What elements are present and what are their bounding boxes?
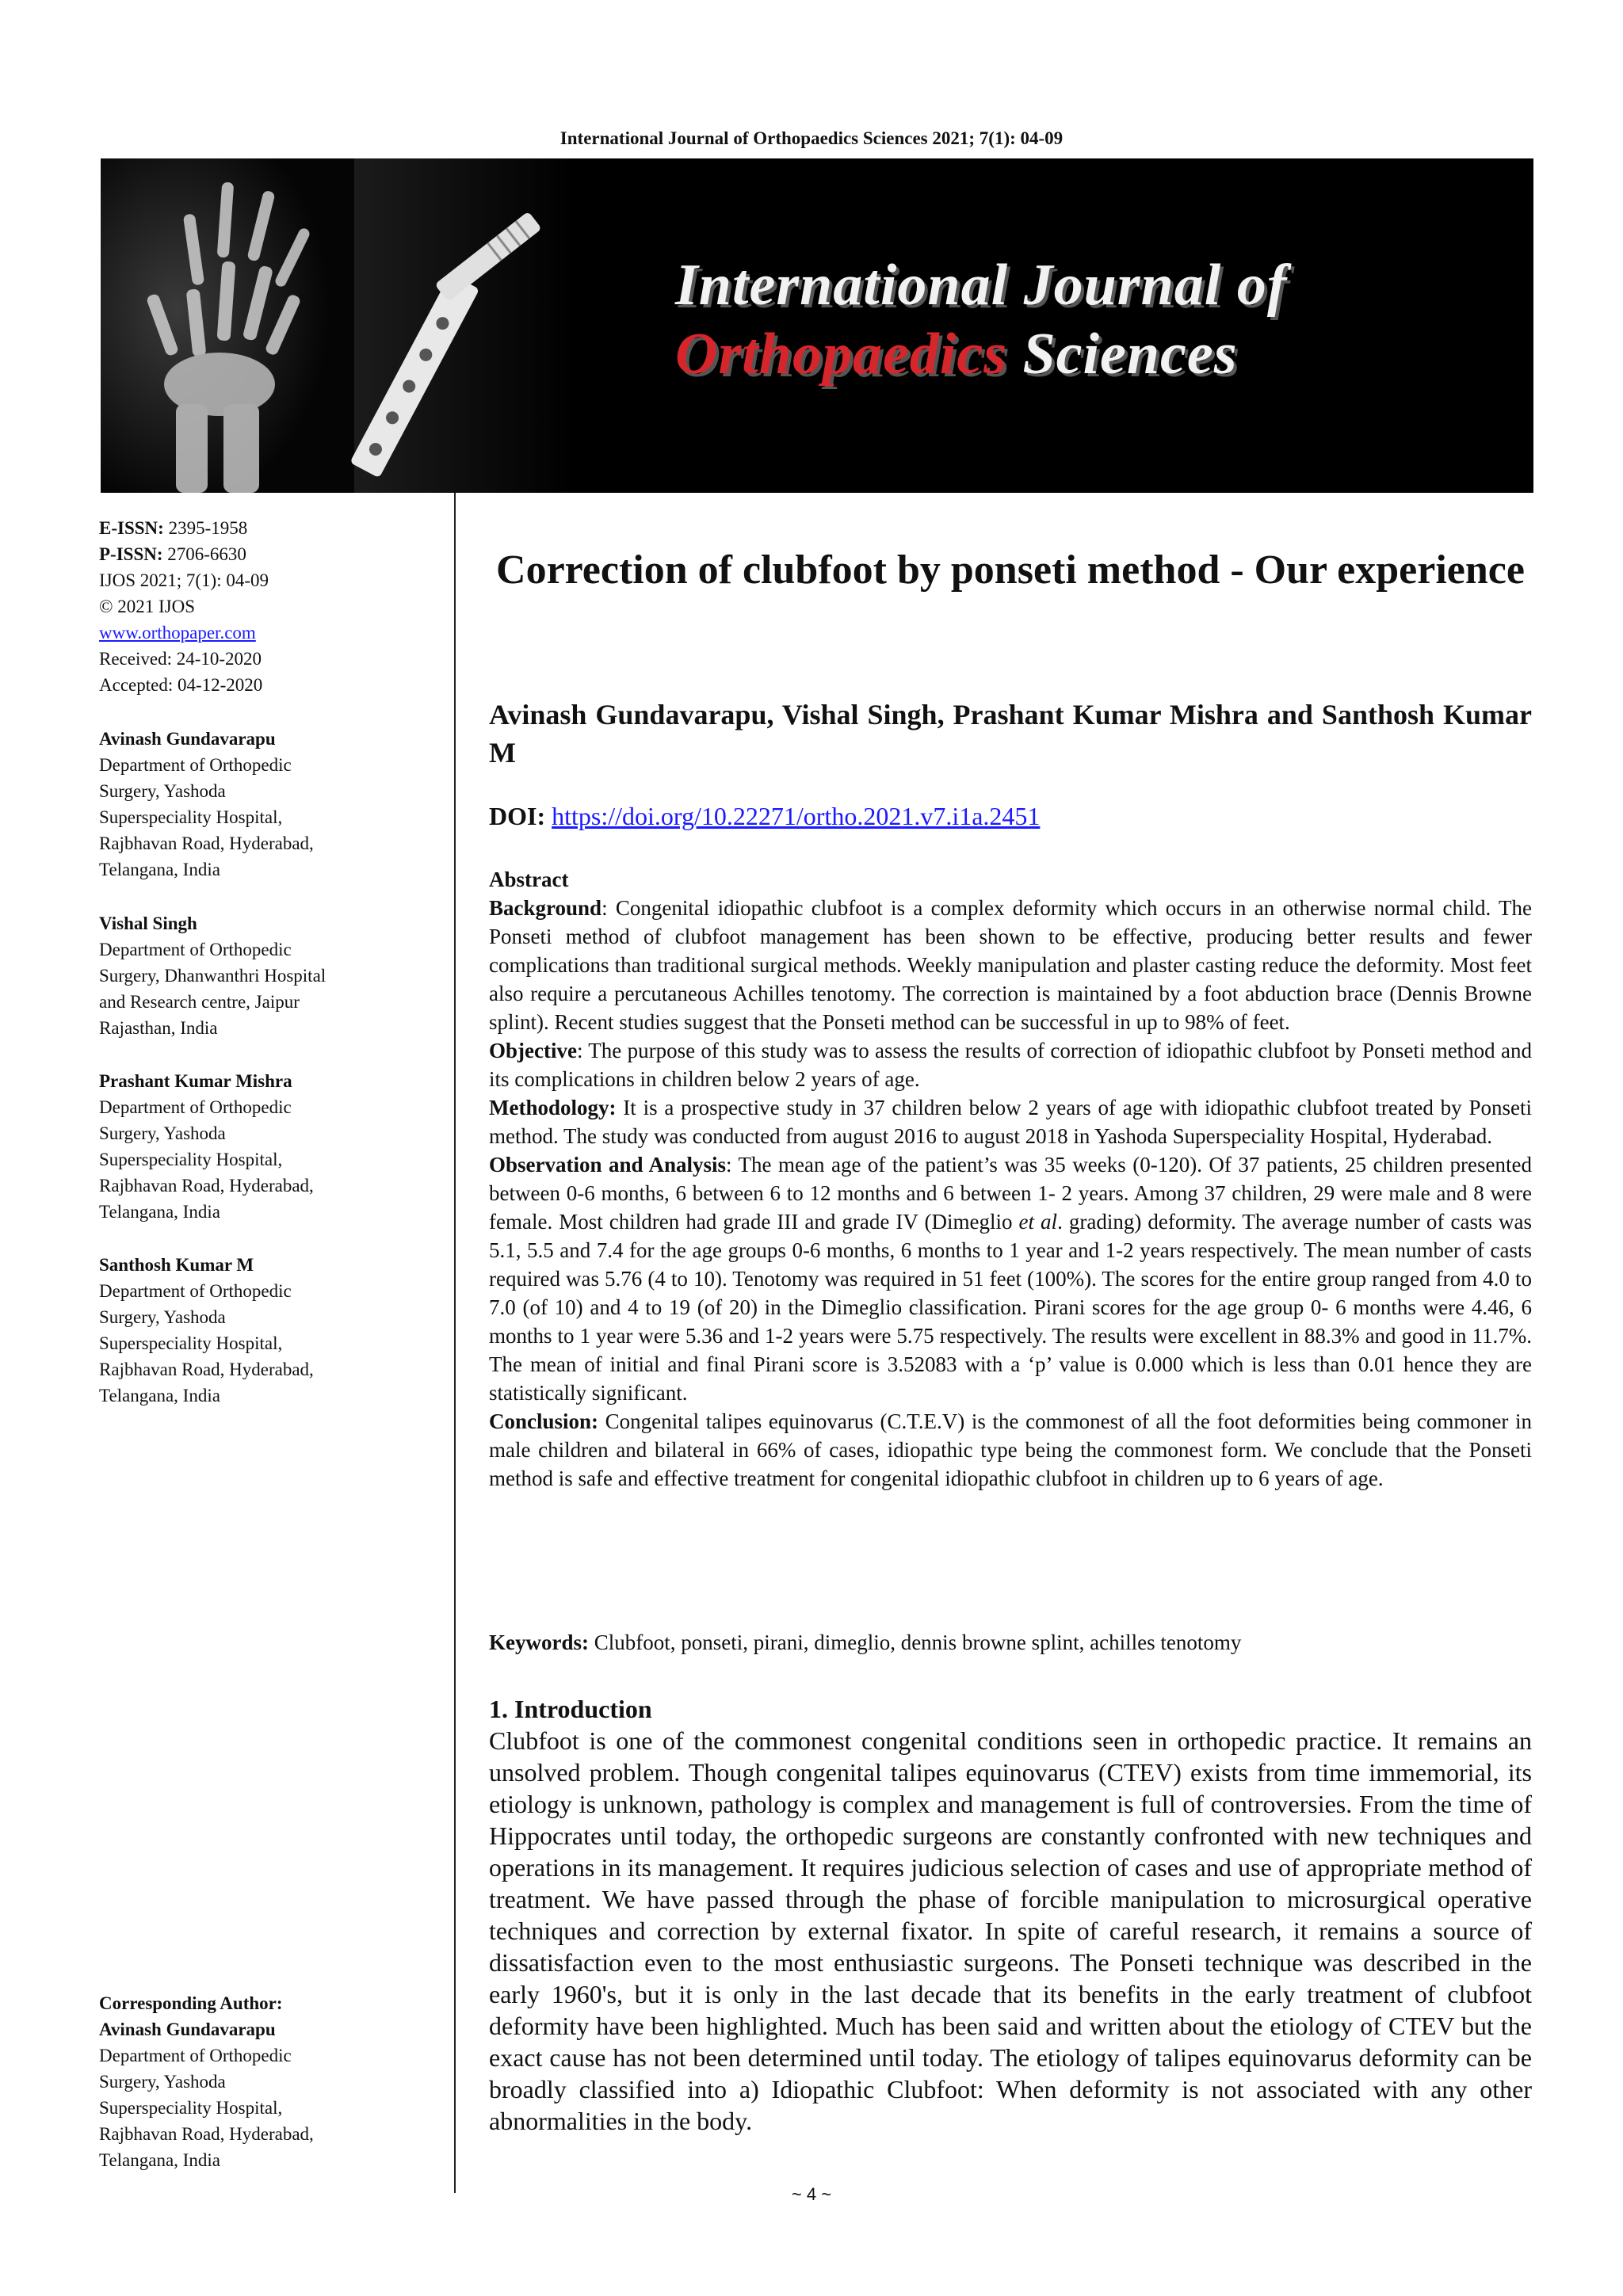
- keywords-text: Clubfoot, ponseti, pirani, dimeglio, dennis browne splint, achilles tenotomy: [588, 1630, 1242, 1654]
- affiliation-name: Prashant Kumar Mishra: [99, 1071, 292, 1091]
- pissn-label: P-ISSN:: [99, 544, 163, 564]
- accepted-date: Accepted: 04-12-2020: [99, 675, 263, 695]
- affiliation-name: Avinash Gundavarapu: [99, 729, 276, 749]
- eissn-value: 2395-1958: [163, 518, 248, 538]
- section-text: : The purpose of this study was to assess the results of correction of idiopathic clubfoot by Ponseti method and its complications in children below 2 years of age.: [489, 1039, 1532, 1091]
- corresponding-author: [99, 1990, 448, 2173]
- affiliation-line: Rajbhavan Road, Hyderabad,: [99, 1176, 314, 1196]
- affiliation-line: Telangana, India: [99, 2150, 220, 2170]
- copyright: © 2021 IJOS: [99, 597, 195, 616]
- doi: [489, 802, 1040, 831]
- affiliation-line: Surgery, Yashoda: [99, 1307, 226, 1327]
- column-divider: [454, 493, 456, 2193]
- affiliation-1: [99, 726, 448, 883]
- section-text: : Congenital idiopathic clubfoot is a complex deformity which occurs in an otherwise normal child. The Ponseti method of clubfoot management has been shown to be effective, producing better results and fewer complications than traditional surgical methods. Weekly manipulation and plaster casting reduce the deformity. Most feet also require a percutaneous Achilles tenotomy. The correction is maintained by a foot abduction brace (Dennis Browne splint). Recent studies suggest that the Ponseti method can be successful in up to 98% of feet.: [489, 896, 1532, 1034]
- paper-title: Correction of clubfoot by ponseti method - Our experience: [496, 547, 1525, 593]
- received-date: Received: 24-10-2020: [99, 649, 262, 669]
- affiliation-line: Surgery, Yashoda: [99, 1123, 226, 1143]
- affiliation-line: Superspeciality Hospital,: [99, 807, 283, 827]
- page-number: ~ 4 ~: [791, 2184, 832, 2204]
- affiliation-line: Surgery, Dhanwanthri Hospital: [99, 966, 327, 986]
- banner-title-white: Sciences: [1007, 322, 1238, 387]
- affiliation-line: Telangana, India: [99, 860, 220, 879]
- affiliation-line: Department of Orthopedic: [99, 2046, 292, 2065]
- affiliation-line: Superspeciality Hospital,: [99, 1333, 283, 1353]
- affiliation-line: Department of Orthopedic: [99, 755, 292, 775]
- section-label: Objective: [489, 1039, 577, 1062]
- running-header: International Journal of Orthopaedics Sciences 2021; 7(1): 04-09: [559, 128, 1064, 148]
- abstract-observation: [489, 1150, 1532, 1407]
- abstract: [489, 865, 1532, 1493]
- affiliation-3: [99, 1068, 448, 1225]
- banner-title-line1: International Journal of: [675, 253, 1288, 318]
- affiliation-line: Rajbhavan Road, Hyderabad,: [99, 2124, 314, 2144]
- affiliation-name: Vishal Singh: [99, 913, 197, 933]
- affiliation-line: Department of Orthopedic: [99, 940, 292, 959]
- pissn: [99, 541, 448, 567]
- doi-label: DOI:: [489, 802, 546, 830]
- section-label: Observation and Analysis: [489, 1153, 727, 1177]
- affiliation-2: [99, 910, 448, 1041]
- journal-info: [99, 515, 448, 698]
- pissn-value: 2706-6630: [162, 544, 246, 564]
- abstract-conclusion: [489, 1407, 1532, 1493]
- keywords-label: Keywords:: [489, 1630, 589, 1654]
- intro-text: Clubfoot is one of the commonest congenital conditions seen in orthopedic practice. It remains an unsolved problem. Though congenital talipes equinovarus (CTEV) exists from time immemorial, its etiology is unknown, pathology is complex and management is full of controversies. From the time of Hippocrates until today, the orthopedic surgeons are constantly confronted with new techniques and operations in its management. It requires judicious selection of cases and use of appropriate method of treatment. We have passed through the phase of forcible manipulation to microsurgical operative techniques and correction by external fixator. In spite of careful research, it remains a source of dissatisfaction even to the most enthusiastic surgeons. The Ponseti technique was described in the early 1960's, but it is only in the last decade that its benefits in the early treatment of clubfoot deformity have been highlighted. Much has been said and written about the etiology of CTEV but the exact cause has not been determined until today. The etiology of talipes equinovarus deformity can be broadly classified into a) Idiopathic Clubfoot: When deformity is not associated with any other abnormalities in the body.: [489, 1726, 1532, 2135]
- doi-link[interactable]: https://doi.org/10.22271/ortho.2021.v7.i1a.2451: [552, 802, 1041, 830]
- affiliation-line: Department of Orthopedic: [99, 1097, 292, 1117]
- affiliation-line: Telangana, India: [99, 1386, 220, 1405]
- journal-banner: [101, 158, 1533, 493]
- section-text: : The mean age of the patient’s was 35 weeks (0-120). Of 37 patients, 25 children presented between 0-6 months, 6 between 6 to 12 months and 6 between 1- 2 years. Among 37 children, 29 were male and 8 were female. Most children had grade III and grade IV (Dimeglio: [489, 1153, 1532, 1234]
- affiliation-line: Department of Orthopedic: [99, 1281, 292, 1301]
- abstract-heading: Abstract: [489, 868, 569, 891]
- abstract-methodology: [489, 1093, 1532, 1150]
- banner-title-line2: [675, 321, 1238, 388]
- corresponding-label: Corresponding Author:: [99, 1993, 283, 2013]
- section-label: Conclusion:: [489, 1409, 599, 1433]
- keywords: [489, 1630, 1532, 1655]
- section-text: It is a prospective study in 37 children below 2 years of age with idiopathic clubfoot treated by Ponseti method. The study was conducted from august 2016 to august 2018 in Yashoda Superspeciality Hospital, Hyderabad.: [489, 1096, 1532, 1148]
- introduction: [489, 1693, 1532, 2137]
- section-text: Congenital talipes equinovarus (C.T.E.V) is the commonest of all the foot deformities being commoner in male children and bilateral in 66% of cases, idiopathic type being the commonest form. We conclude that the Ponseti method is safe and effective treatment for congenital idiopathic clubfoot in children up to 6 years of age.: [489, 1409, 1532, 1490]
- et-al: et al: [1018, 1210, 1058, 1234]
- ijos-issue: IJOS 2021; 7(1): 04-09: [99, 570, 269, 590]
- section-text: . grading) deformity. The average number of casts was 5.1, 5.5 and 7.4 for the age groups 0-6 months, 6 months to 1 year and 1-2 years respectively. The mean number of casts required was 5.76 (4 to 10). Tenotomy was required in 51 feet (100%). The scores for the entire group ranged from 4.0 to 7.0 (of 10) and 4 to 19 (of 20) in the Dimeglio classification. Pirani scores for the age group 0- 6 months were 4.46, 6 months to 1 year were 5.36 and 1-2 years were 5.75 respectively. The results were excellent in 88.3% and good in 11.7%. The mean of initial and final Pirani score is 3.52083 with a ‘p’ value is 0.000 which is less than 0.01 hence they are statistically significant.: [489, 1210, 1532, 1405]
- website-link[interactable]: www.orthopaper.com: [99, 623, 256, 643]
- affiliation-line: Telangana, India: [99, 1202, 220, 1222]
- intro-heading: 1. Introduction: [489, 1695, 652, 1723]
- affiliation-4: [99, 1252, 448, 1409]
- affiliation-line: Rajasthan, India: [99, 1018, 218, 1038]
- xray-image: [101, 158, 576, 493]
- section-label: Methodology:: [489, 1096, 617, 1119]
- eissn-label: E-ISSN:: [99, 518, 164, 538]
- affiliation-line: Superspeciality Hospital,: [99, 2098, 283, 2118]
- affiliation-line: and Research centre, Jaipur: [99, 992, 300, 1012]
- banner-title-red: Orthopaedics: [675, 322, 1007, 387]
- author-list: Avinash Gundavarapu, Vishal Singh, Prashant Kumar Mishra and Santhosh Kumar M: [489, 699, 1532, 769]
- affiliation-name: Santhosh Kumar M: [99, 1255, 254, 1275]
- affiliation-line: Superspeciality Hospital,: [99, 1150, 283, 1169]
- abstract-objective: [489, 1036, 1532, 1093]
- affiliation-line: Rajbhavan Road, Hyderabad,: [99, 833, 314, 853]
- section-label: Background: [489, 896, 602, 920]
- corresponding-name: Avinash Gundavarapu: [99, 2019, 276, 2039]
- affiliation-line: Surgery, Yashoda: [99, 2072, 226, 2092]
- affiliation-line: Rajbhavan Road, Hyderabad,: [99, 1360, 314, 1379]
- affiliation-line: Surgery, Yashoda: [99, 781, 226, 801]
- eissn: [99, 515, 448, 541]
- abstract-background: [489, 894, 1532, 1036]
